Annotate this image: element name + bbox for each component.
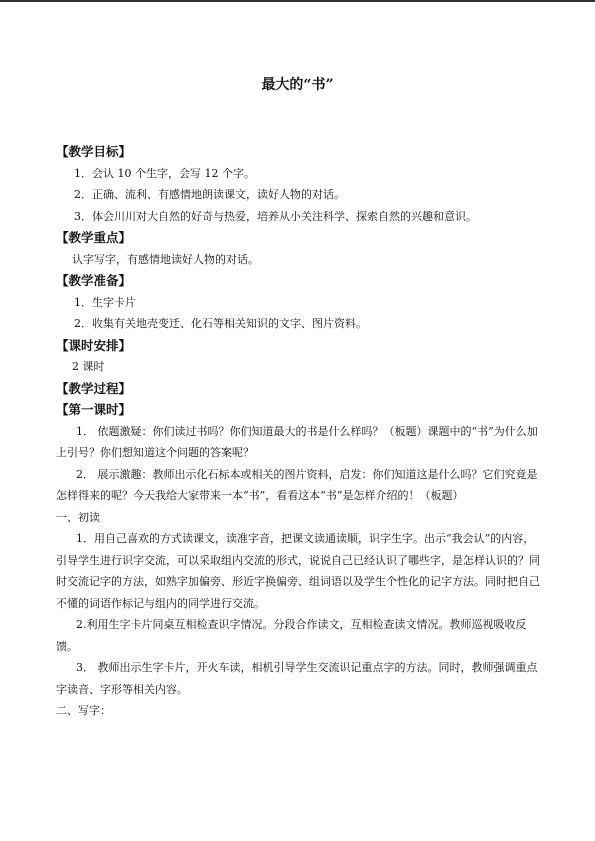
heading-key-points: 【教学重点】 [56,230,132,245]
document-title: 最大的“书” [261,77,334,93]
heading-process: 【教学过程】 [56,380,132,396]
heading-first-lesson: 【第一课时】 [56,402,132,417]
objective-item: 1．会认 10 个生字，会写 12 个字。 [74,166,255,180]
schedule-text: 2 课时 [72,360,105,373]
objective-item: 3．体会川川对大自然的好奇与热爱，培养从小关注科学、探索自然的兴趣和意识。 [74,209,477,223]
objective-item: 2．正确、流利、有感情地朗读课文，读好人物的对话。 [74,188,345,201]
heading-preparation: 【教学准备】 [56,273,132,288]
preparation-item: 2．收集有关地壳变迁、化石等相关知识的文字、图片资料。 [74,317,367,330]
heading-objectives: 【教学目标】 [56,144,132,159]
lesson-paragraph: 1．用自己喜欢的方式读课文，读准字音，把课文读通读顺，识字生字。出示“我会认”的内容，引导学生进行识字交流，可以采取组内交流的形式，说说自己已经认识了哪些字，是怎样认识的？同时交流记字的方法，如熟字加偏旁、形近字换偏旁、组词语以及学生个性化的记字方法。同时把自己不懂的词语作标记与组内的同学进行交流。 [56,532,540,610]
document-body [56,141,544,722]
subheading-writing: 二、写字： [56,704,111,717]
preparation-item: 1．生字卡片 [74,295,136,309]
lesson-paragraph: 3． 教师出示生字卡片，开火车读，相机引导学生交流识记重点字的方法。同时，教师强调重点字读音、字形等相关内容。 [56,661,538,696]
heading-schedule: 【课时安排】 [56,337,132,353]
lesson-paragraph: 1． 依题激疑：你们读过书吗？你们知道最大的书是什么样吗？（板题）课题中的“书”为什么加上引号？你们想知道这个问题的答案呢？ [56,424,538,459]
lesson-paragraph: 2.利用生字卡片同桌互相检查识字情况。分段合作读文，互相检查读文情况。教师巡视吸收反馈。 [56,618,527,653]
subheading-first-read: 一、初读 [56,510,100,524]
lesson-paragraph: 2． 展示激趣：教师出示化石标本或相关的图片资料，启发：你们知道这是什么吗？它们究竟是怎样得来的呢？今天我给大家带来一本“书”，看看这本“书”是怎样介绍的！（板题） [56,467,538,502]
key-points-text: 认字写字，有感情地读好人物的对话。 [72,252,259,266]
